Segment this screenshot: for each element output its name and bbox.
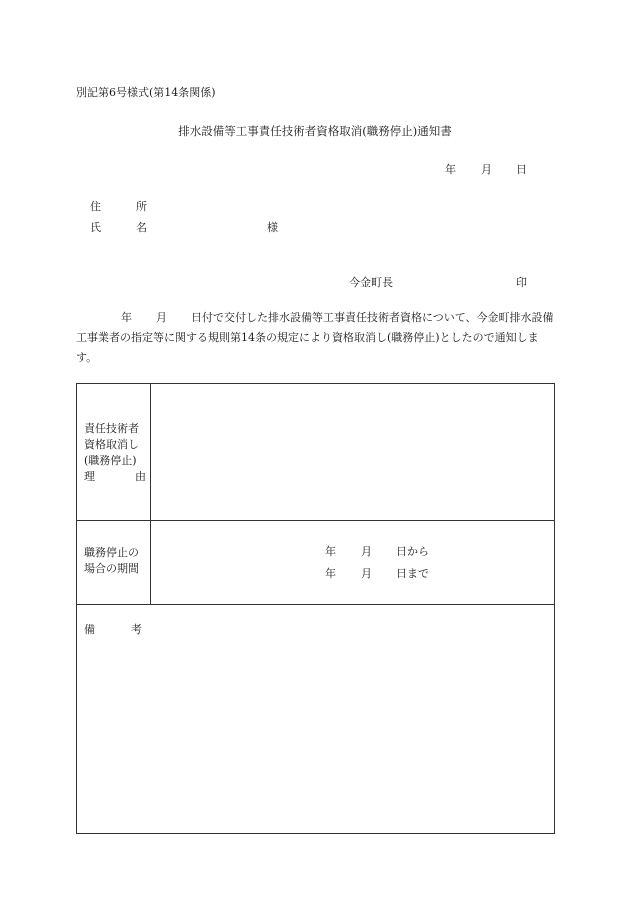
date-month: 月 (481, 163, 492, 176)
period-to-month: 月 (361, 567, 372, 580)
honorific: 様 (267, 221, 278, 234)
body-text: 日付で交付した排水設備等工事責任技術者資格について、今金町排水設備工事業者の指定等に関する規則第14条の規定により資格取消し(職務停止)としたので通知します。 (76, 311, 554, 364)
reason-row (77, 384, 554, 521)
period-to-year: 年 (325, 567, 336, 580)
notice-body (76, 308, 556, 368)
period-label (84, 545, 139, 577)
address-label-1: 住 (90, 200, 101, 213)
period-from-day: 日から (396, 545, 429, 558)
reason-label-line (84, 469, 146, 485)
period-row (77, 520, 554, 605)
reason-label-char: 理 (84, 470, 95, 483)
date-day: 日 (516, 163, 527, 176)
reason-label-char: 由 (135, 470, 146, 483)
remarks-row (77, 604, 554, 833)
date-year: 年 (445, 163, 456, 176)
document-title: 排水設備等工事責任技術者資格取消(職務停止)通知書 (178, 124, 452, 138)
period-label-line: 場合の期間 (84, 562, 139, 575)
body-month: 月 (156, 311, 167, 324)
period-label-line: 職務停止の (84, 546, 139, 559)
name-label-2: 名 (136, 221, 147, 234)
issuer-title: 今金町長 (349, 276, 393, 289)
period-from-month: 月 (361, 545, 372, 558)
reason-label-line: 資格取消し (84, 438, 139, 451)
remarks-label-1: 備 (84, 623, 95, 636)
form-reference: 別記第6号様式(第14条関係) (76, 86, 216, 99)
reason-label-line: (職務停止) (84, 454, 137, 467)
remarks-label-2: 考 (131, 623, 142, 636)
period-from-year: 年 (325, 545, 336, 558)
reason-label (84, 421, 146, 485)
reason-label-line: 責任技術者 (84, 422, 139, 435)
period-to-day: 日まで (396, 567, 429, 580)
name-label-1: 氏 (90, 221, 101, 234)
seal-mark: 印 (516, 276, 527, 289)
form-table (76, 383, 555, 834)
address-label-2: 所 (136, 200, 147, 213)
body-year: 年 (121, 311, 132, 324)
